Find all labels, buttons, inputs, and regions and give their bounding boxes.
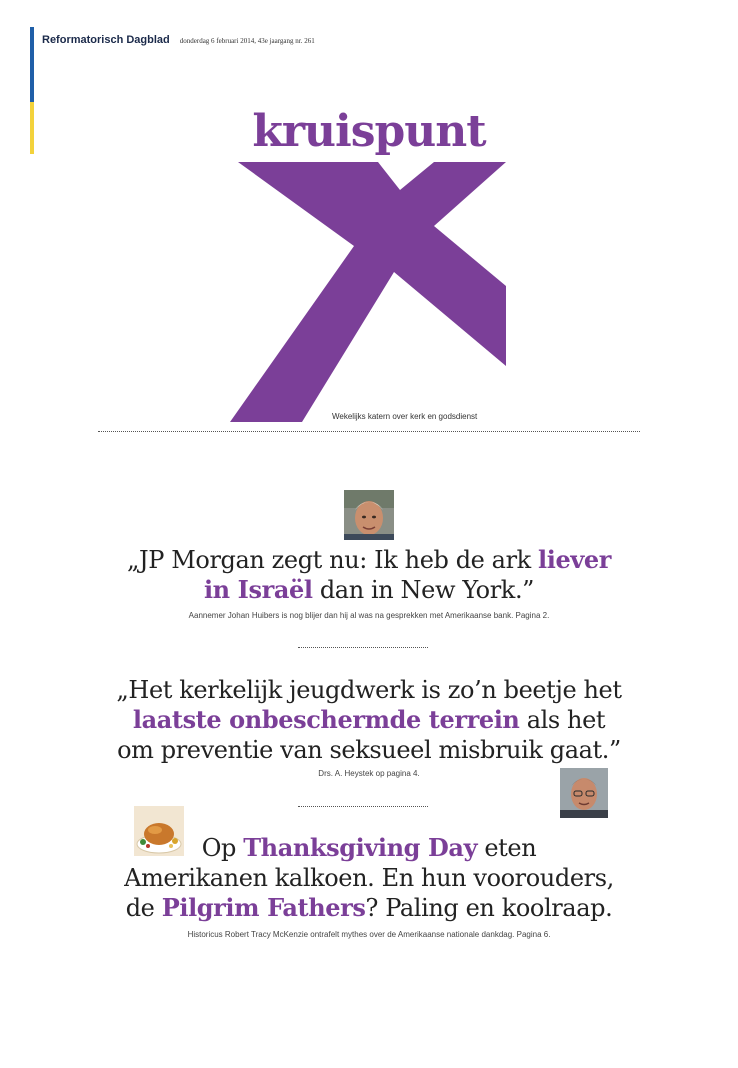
masthead	[42, 30, 315, 48]
quote-highlight: in Israël	[203, 575, 313, 604]
quote-text: „Het kerkelijk jeugdwerk is zo’n beetje het	[116, 676, 622, 704]
section-title: kruispunt	[252, 106, 486, 157]
divider	[298, 647, 428, 648]
quote-caption: Aannemer Johan Huibers is nog blijer dan hij al was na gesprekken met Amerikaanse bank. Pagina 2.	[188, 611, 550, 620]
quote-highlight: Thanksgiving Day	[243, 833, 478, 862]
quote-text: Op	[201, 834, 244, 862]
quote-text: eten	[477, 834, 537, 862]
newspaper-name: Reformatorisch Dagblad	[42, 34, 170, 46]
quote-highlight: Pilgrim Fathers	[161, 893, 366, 922]
portrait-photo-a-heystek	[560, 768, 608, 818]
quote-text: om preventie van seksueel misbruik gaat.”	[117, 736, 621, 764]
quote-text: ? Paling en koolraap.	[365, 894, 613, 922]
quote-text: Amerikanen kalkoen. En hun voorouders,	[124, 864, 614, 892]
pull-quote	[0, 833, 738, 923]
masthead-color-bar-blue	[30, 27, 34, 102]
quote-text: de	[125, 894, 162, 922]
quote-text: dan in New York.”	[312, 576, 535, 604]
pull-quote	[0, 675, 738, 765]
cross-logo-icon	[228, 160, 510, 422]
divider	[298, 806, 428, 807]
quote-text: „JP Morgan zegt nu: Ik heb de ark	[126, 546, 539, 574]
quote-text: als het	[519, 706, 606, 734]
quote-highlight: liever	[538, 545, 612, 574]
quote-highlight: laatste onbeschermde terrein	[132, 705, 520, 734]
divider	[98, 431, 640, 432]
pull-quote	[0, 545, 738, 605]
portrait-photo-johan-huibers	[344, 490, 394, 540]
quote-caption: Drs. A. Heystek op pagina 4.	[318, 769, 420, 778]
edition-date-line: donderdag 6 februari 2014, 43e jaargang nr. 261	[179, 37, 315, 45]
section-subtitle: Wekelijks katern over kerk en godsdienst	[332, 412, 478, 421]
quote-caption: Historicus Robert Tracy McKenzie ontrafelt mythes over de Amerikaanse nationale dankdag. Pagina 6.	[187, 930, 551, 939]
